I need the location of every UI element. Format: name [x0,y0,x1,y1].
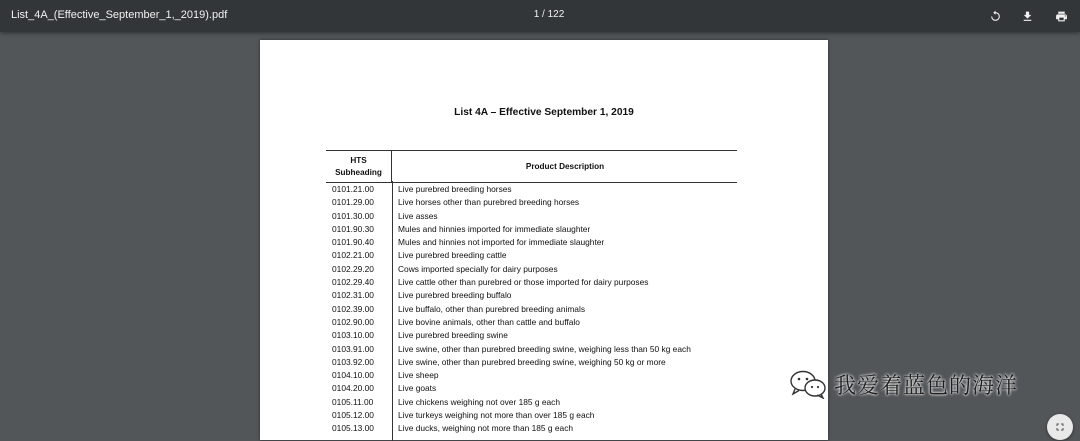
table-row [326,409,737,422]
product-description: Live ducks, weighing not more than 185 g each [398,423,574,434]
table-row [326,249,737,262]
product-description: Live purebred breeding cattle [398,250,507,261]
product-description: Live sheep [398,370,439,381]
table-row [326,210,737,223]
file-name: List_4A_(Effective_September_1,_2019).pdf [11,9,228,21]
header-hts-subheading [326,151,392,182]
hts-code: 0101.90.40 [332,237,374,248]
product-description: Live swine, other than purebred breeding swine, weighing less than 50 kg each [398,343,691,354]
header-product-description: Product Description [525,162,605,171]
hts-code: 0103.92.00 [332,356,374,367]
rotate-button[interactable] [986,7,1004,25]
hts-code: 0103.10.00 [332,330,374,341]
header-hts-line1: HTS [350,156,367,165]
watermark [788,368,1018,400]
product-description: Live purebred breeding horses [398,184,512,194]
table-row [326,343,737,356]
hts-code: 0102.21.00 [332,250,374,261]
rotate-icon [989,10,1002,23]
header-hts-line2: Subheading [335,168,382,177]
hts-code: 0102.29.20 [332,263,374,274]
product-description: Live bovine animals, other than cattle and buffalo [398,316,580,327]
product-description: Live turkeys weighing not more than over 185 g each [398,410,595,421]
pdf-page [260,40,828,440]
table-row [326,422,737,435]
table-row [326,183,737,196]
product-description: Live swine, other than purebred breeding swine, weighing 50 kg or more [398,356,666,367]
wechat-icon [788,369,828,399]
document-title: List 4A – Effective September 1, 2019 [454,107,634,118]
table-row [326,369,737,382]
print-icon [1055,10,1068,23]
hts-code: 0105.12.00 [332,410,374,421]
table-row [326,329,737,342]
hts-code: 0102.90.00 [332,316,374,327]
hts-code: 0101.29.00 [332,197,374,208]
table-row [326,223,737,236]
hts-code: 0101.90.30 [332,223,374,234]
fit-page-icon [1054,421,1066,433]
hts-code: 0105.13.00 [332,423,374,434]
product-description: Live buffalo, other than purebred breeding animals [398,303,586,314]
hts-code: 0103.91.00 [332,343,374,354]
pdf-toolbar [0,0,1080,32]
table-row [326,396,737,409]
hts-code: 0104.10.00 [332,370,374,381]
download-button[interactable] [1018,7,1036,25]
product-description: Mules and hinnies not imported for immediate slaughter [398,237,605,248]
product-description: Live asses [398,210,438,221]
page-number-text[interactable]: 1 / 122 [533,9,565,20]
product-description: Live horses other than purebred breeding horses [398,197,580,208]
product-description: Mules and hinnies imported for immediate slaughter [398,223,591,234]
table-row [326,289,737,302]
hts-code: 0104.20.00 [332,383,374,394]
product-description: Live goats [398,383,437,394]
table-row [326,382,737,395]
table-row [326,263,737,276]
table-row [326,236,737,249]
hts-code: 0102.31.00 [332,290,374,301]
page-indicator [0,9,1080,20]
product-description: Live purebred breeding buffalo [398,290,512,301]
hts-code: 0101.21.00 [332,184,374,194]
download-icon [1021,10,1034,23]
hts-code: 0102.29.40 [332,277,374,288]
product-description: Live purebred breeding swine [398,330,508,341]
watermark-text: 我爱着蓝色的海洋 [834,373,1019,399]
hts-code: 0102.39.00 [332,303,374,314]
table-row [326,316,737,329]
print-button[interactable] [1052,7,1070,25]
product-description: Live cattle other than purebred or those imported for dairy purposes [398,277,649,288]
hts-code: 0101.30.00 [332,210,374,221]
table-header [326,150,737,183]
product-description: Cows imported specially for dairy purposes [398,263,558,274]
table-body [326,183,737,436]
table-row [326,196,737,209]
product-description: Live chickens weighing not over 185 g each [398,396,561,407]
hts-table [326,150,737,436]
table-row [326,356,737,369]
table-row [326,276,737,289]
hts-code: 0105.11.00 [332,396,374,407]
table-row [326,303,737,316]
fit-page-button[interactable] [1047,414,1073,440]
